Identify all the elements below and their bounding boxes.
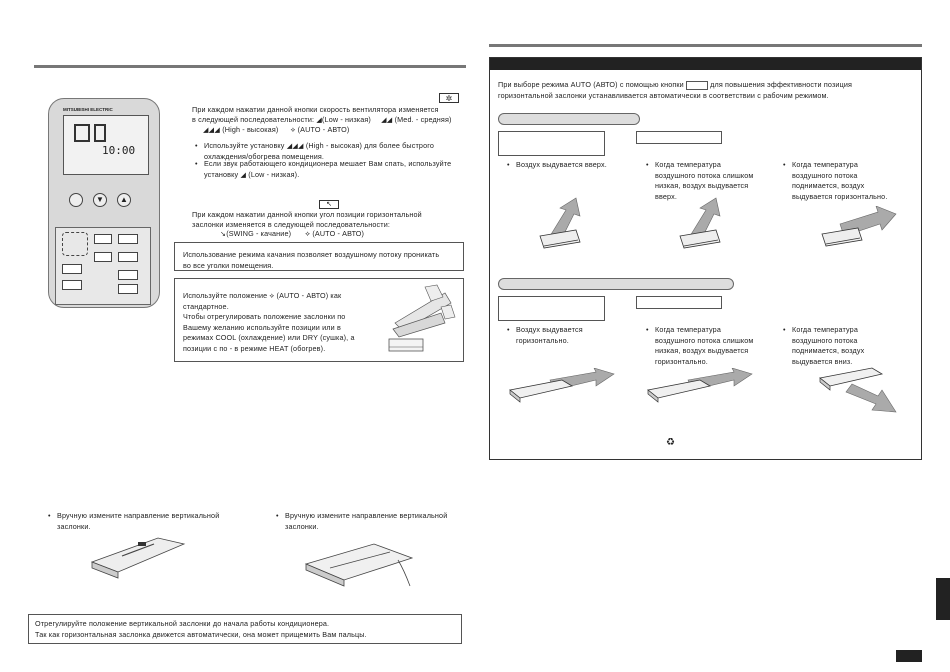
vane-section-line3: ↘(SWING - качание) ⟡ (AUTO - АВТО): [220, 229, 365, 238]
auto-note: [174, 278, 464, 362]
fan-section-line2: [192, 115, 452, 126]
left-top-rule: [34, 65, 466, 68]
side-tab: [936, 578, 950, 620]
row1-text-2: • Когда температура воздушного потока слишком низкая, воздух выдувается вверх.: [655, 160, 773, 202]
remote-lower-panel: [55, 227, 151, 305]
fan-seq-auto: (AUTO - АВТО): [297, 125, 350, 134]
warning-line2: Так как горизонтальная заслонка движется автоматически, она может прищемить Вам пальцы.: [35, 629, 367, 639]
fan-bullet-2: • Если звук работающего кондиционера мешает Вам спать, используйте установку ◢ (Low - низкая).: [204, 159, 466, 180]
screen-segment: [94, 124, 106, 142]
med-speed-icon: ◢◢: [381, 115, 393, 124]
vane-section-line1: При каждом нажатии данной кнопки угол позиции горизонтальной: [192, 210, 422, 219]
fan-seq-high: (High - высокая): [222, 125, 279, 134]
ceiling-airflow-down: [816, 366, 906, 418]
remote-dial[interactable]: [62, 232, 88, 256]
fan-bullet-1: • Используйте установку ◢◢◢ (High - высокая) для более быстрого охлаждения/обогрева помещения.: [204, 141, 462, 162]
vane-icon: ↖: [319, 200, 339, 209]
row1-label-2: [636, 131, 722, 144]
airflow-up-illustration-2: [676, 196, 736, 256]
section-pill-1: [498, 113, 640, 125]
warning-note: [28, 614, 462, 644]
page-number-tab: [896, 650, 922, 662]
row2-text-1: • Воздух выдувается горизонтально.: [516, 325, 634, 346]
row2-text-3: • Когда температура воздушного потока поднимается, воздух выдувается вниз.: [792, 325, 916, 367]
fan-button[interactable]: [94, 234, 112, 244]
auto-vane-header-bar: [490, 58, 921, 70]
section-pill-2: [498, 278, 734, 290]
fan-seq-med: (Med. - средняя): [394, 115, 452, 124]
fan-section-line1: При каждом нажатии данной кнопки скорость вентилятора изменяется: [192, 105, 439, 114]
row2-label-1: [498, 296, 605, 321]
remote-time: 10:00: [102, 144, 136, 157]
ceiling-airflow-horizontal-1: [506, 368, 616, 410]
airflow-up-illustration-1: [536, 196, 596, 256]
auto-note-line6: позиции с по - в режиме HEAT (обогрев).: [183, 343, 326, 353]
row1-label-1: [498, 131, 605, 156]
vane-icon: [686, 81, 708, 90]
swing-note: [174, 242, 464, 271]
auto-note-line1: Используйте положение ⟡ (AUTO - АВТО) как: [183, 291, 342, 300]
mode-button[interactable]: [62, 264, 82, 274]
low-speed-icon: ◢: [240, 169, 247, 179]
row1-text-1: • Воздух выдувается вверх.: [516, 160, 634, 171]
vane-positions-illustration: [385, 283, 461, 357]
vertical-vane-illustration-2: [300, 530, 420, 590]
remote-control: [48, 98, 160, 308]
vane-section-line2: заслонки изменяется в следующей последовательности:: [192, 220, 391, 229]
screen-segment: [74, 124, 90, 142]
high-speed-icon: ◢◢◢: [203, 125, 221, 134]
intro-line1: При выборе режима AUTO (АВТО) с помощью кнопки для повышения эффективности позиция: [498, 80, 853, 89]
fan-section-line3: [203, 125, 349, 136]
remote-button-left[interactable]: [69, 193, 83, 207]
intro-line2: горизонтальной заслонки устанавливается автоматически в соответствии с рабочим режимом.: [498, 91, 829, 100]
auto-note-line3: Чтобы отрегулировать положение заслонки по: [183, 312, 346, 321]
remote-screen: [63, 115, 149, 175]
bottom-bullet-1: • Вручную измените направление вертикальной заслонки.: [57, 511, 257, 532]
remote-brand: MITSUBISHI ELECTRIC: [63, 107, 113, 112]
auto-icon: ⟡: [305, 229, 311, 238]
auto-icon: ⟡: [290, 125, 296, 134]
vane-button[interactable]: [94, 252, 112, 262]
fan-icon: ✲: [439, 93, 459, 103]
timer-off-button[interactable]: [118, 252, 138, 262]
low-speed-icon: ◢: [316, 115, 323, 124]
auto-note-line5: режимах COOL (охлаждение) или DRY (сушка), а: [183, 333, 355, 342]
auto-icon: ⟡: [269, 291, 275, 300]
row2-text-2: • Когда температура воздушного потока слишком низкая, воздух выдувается горизонтально.: [655, 325, 773, 367]
vertical-vane-illustration-1: [88, 532, 188, 582]
swing-note-line2: во все уголки помещения.: [183, 260, 274, 270]
recycle-icon: ♻: [666, 437, 675, 448]
right-top-rule: [489, 44, 922, 47]
auto-note-line4: Вашему желанию используйте позиции или в: [183, 322, 341, 332]
remote-button-up[interactable]: ▲: [117, 193, 131, 207]
bottom-bullet-2: • Вручную измените направление вертикальной заслонки.: [285, 511, 485, 532]
row2-label-2: [636, 296, 722, 309]
ceiling-airflow-horizontal-2: [644, 368, 754, 410]
remote-button[interactable]: [118, 284, 138, 294]
fan-seq-low: (Low - низкая): [322, 115, 371, 124]
swing-note-line1: Использование режима качания позволяет воздушному потоку проникать: [183, 250, 440, 259]
airflow-horizontal-illustration-1: [818, 206, 898, 252]
row1-text-3: • Когда температура воздушного потока поднимается, воздух выдувается горизонтально.: [792, 160, 916, 202]
high-speed-icon: ◢◢◢: [286, 141, 304, 150]
remote-button[interactable]: [118, 270, 138, 280]
warning-line1: Отрегулируйте положение вертикальной заслонки до начала работы кондиционера.: [35, 619, 330, 628]
fan-speed-button[interactable]: [62, 280, 82, 290]
remote-button-down[interactable]: ▼: [93, 193, 107, 207]
fan-seq-intro: в следующей последовательности:: [192, 115, 315, 124]
swing-icon: ↘: [220, 229, 227, 238]
auto-note-line2: стандартное.: [183, 301, 229, 311]
timer-on-button[interactable]: [118, 234, 138, 244]
